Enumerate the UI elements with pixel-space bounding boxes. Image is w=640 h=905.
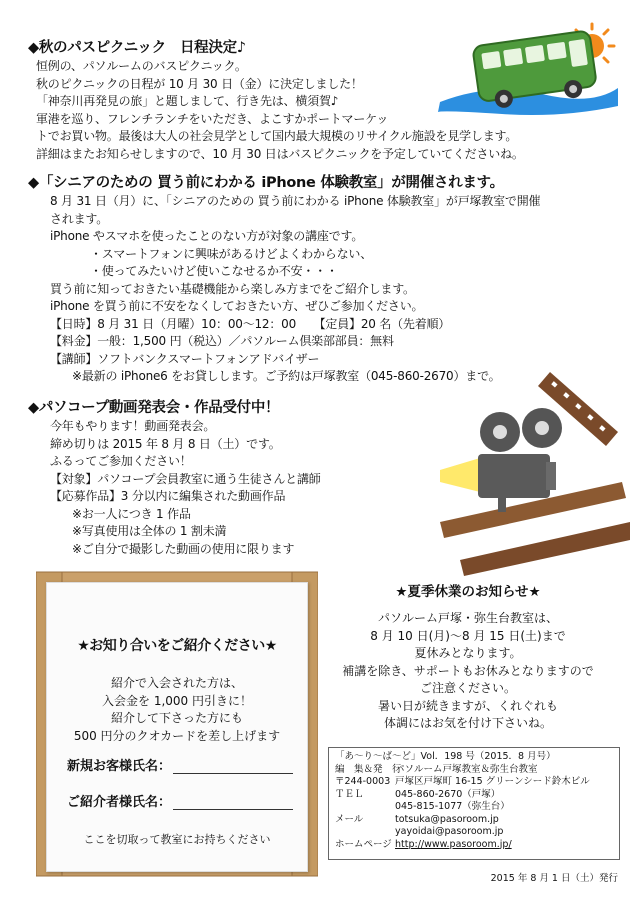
address-row <box>335 776 613 789</box>
postal-code: 〒244-0003 <box>335 776 391 787</box>
text-line: 紹介で入会された方は、 <box>110 676 243 690</box>
mail-label: メール <box>335 813 364 825</box>
new-customer-line <box>173 760 293 774</box>
text-line: 500 円分のクオカードを差し上げます <box>73 728 281 743</box>
text-line: 暑い日が続きますが、くれぐれも <box>377 698 558 713</box>
text-line: 今年もやります！動画発表会。 <box>50 419 216 433</box>
tel-row <box>335 789 613 802</box>
text-line: 夏休みとなります。 <box>414 646 522 660</box>
editor-row <box>335 764 613 777</box>
mail-row <box>335 814 613 827</box>
text-line: されます。 <box>50 211 109 226</box>
text-line: 入会金を 1,000 円引きに！ <box>102 693 252 708</box>
text-line: パソルーム戸塚・弥生台教室は、 <box>377 611 558 625</box>
bullet-line: ・使ってみたいけど使いこなせるか不安・・・ <box>90 264 338 278</box>
instructor-line: 【講師】ソフトバンクスマートフォンアドバイザー <box>50 351 320 366</box>
referral-card <box>46 582 308 872</box>
address-value: 戸塚区戸塚町 16-15 グリーンシード鈴木ビル <box>395 776 590 787</box>
text-line: 8 月 10 日(月)～8 月 15 日(土)まで <box>370 628 566 643</box>
text-line: 8 月 31 日（月）に、「シニアのための 買う前にわかる iPhone 体験教室」が戸塚教室で開催 <box>50 194 541 208</box>
referral-body <box>47 675 307 745</box>
text-line: 補講を除き、サポートもお休みとなりますので <box>342 663 594 678</box>
referrer-line <box>173 796 293 810</box>
text-line: 買う前に知っておきたい基礎機能から楽しみ方までをご紹介します。 <box>50 281 415 296</box>
note-line: ※写真使用は全体の 1 割未満 <box>72 524 227 538</box>
referrer-name-field[interactable] <box>67 791 293 810</box>
mail-yayoidai[interactable]: yayoidai@pasoroom.jp <box>395 826 504 837</box>
summer-title: ★夏季休業のお知らせ★ <box>395 584 541 600</box>
editor-value: パソルーム戸塚教室＆弥生台教室 <box>395 763 538 775</box>
text-line: トでお買い物。最後は大人の社会見学として国内最大規模のリサイクル施設を見学します。 <box>36 129 518 143</box>
text-line: 恒例の、パソルームのバスピクニック。 <box>36 59 247 73</box>
text-line: iPhone やスマホを使ったことのない方が対象の講座です。 <box>50 229 364 243</box>
projector-icon <box>440 408 562 512</box>
cut-out-note: ここを切取って教室にお持ちください <box>83 833 271 846</box>
iphone-class-section <box>28 173 628 386</box>
iphone-class-body <box>28 193 628 386</box>
bus-illustration <box>432 10 622 122</box>
text-line: iPhone を買う前に不安をなくしておきたい方、ぜひご参加ください。 <box>50 299 424 313</box>
text-line: 詳細はまたお知らせしますので、10 月 30 日はバスピクニックを予定していてくださいね。 <box>36 146 524 161</box>
referral-coupon <box>36 564 318 880</box>
issue-date: 2015 年 8 月 1 日（土）発行 <box>490 873 618 884</box>
text-line: ご注意ください。 <box>419 681 516 695</box>
issue-number: 「あ～り～ば～ど」Vol．198 号（2015．8 月号） <box>335 751 556 762</box>
note-line: ※お一人につき 1 作品 <box>72 506 191 521</box>
text-line: 秋のピクニックの日程が 10 月 30 日（金）に決定しました！ <box>36 76 363 91</box>
tel-yayoidai: 045-815-1077（弥生台） <box>395 801 510 812</box>
tel-label: ＴＥＬ <box>335 788 364 800</box>
text-line: 締め切りは 2015 年 8 月 8 日（土）です。 <box>50 436 281 451</box>
fee-line: 【料金】一般：1,500 円（税込）／パソルーム倶楽部部員：無料 <box>50 334 394 348</box>
text-line: 体調にはお気を付け下さいね。 <box>383 716 552 730</box>
bullet-line: ・スマートフォンに興味があるけどよくわからない、 <box>90 246 373 261</box>
new-customer-label: 新規お客様氏名： <box>67 759 172 774</box>
text-line: 軍港を巡り、フレンチランチをいただき、よこすかポートマーケッ <box>36 111 389 126</box>
tel-totsuka: 045-860-2670（戸塚） <box>395 788 501 800</box>
reservation-note: ※最新の iPhone6 をお貸しします。ご予約は戸塚教室（045-860-2670）まで。 <box>72 369 501 383</box>
summer-body <box>318 610 618 733</box>
new-customer-name-field[interactable] <box>67 755 293 774</box>
video-contest-heading: ◆パソコープ動画発表会・作品受付中！ <box>28 400 280 416</box>
iphone-class-heading: ◆「シニアのための 買う前にわかる iPhone 体験教室」が開催されます。 <box>28 175 504 191</box>
web-row <box>335 839 613 852</box>
note-line: ※ご自分で撮影した動画の使用に限ります <box>72 541 295 556</box>
projector-illustration <box>400 372 630 582</box>
web-label: ホームページ <box>335 838 392 850</box>
text-line: ふるってご参加ください！ <box>50 454 192 468</box>
text-line: 「神奈川再発見の旅」と題しまして、行き先は、横須賀♪ <box>36 94 339 108</box>
text-line: 【対象】パソコープ会員教室に通う生徒さんと講師 <box>50 471 321 486</box>
mail-totsuka[interactable]: totsuka@pasoroom.jp <box>395 813 499 825</box>
summer-holiday-notice <box>318 580 618 733</box>
bus-picnic-heading: ◆秋のパスピクニック 日程決定♪ <box>28 40 246 56</box>
editor-label: 編 集＆発 行 <box>335 763 402 775</box>
schedule-line: 【日時】8 月 31 日（月曜）10：00～12：00 【定員】20 名（先着順） <box>50 316 451 331</box>
referral-title: ★お知り合いをご紹介ください★ <box>77 638 277 654</box>
text-line: 紹介して下さった方にも <box>110 711 243 725</box>
publisher-info-box <box>328 747 620 860</box>
referrer-label: ご紹介者様氏名： <box>67 795 172 810</box>
website-link[interactable]: http://www.pasoroom.jp/ <box>395 838 512 850</box>
text-line: 【応募作品】3 分以内に編集された動画作品 <box>50 489 286 503</box>
